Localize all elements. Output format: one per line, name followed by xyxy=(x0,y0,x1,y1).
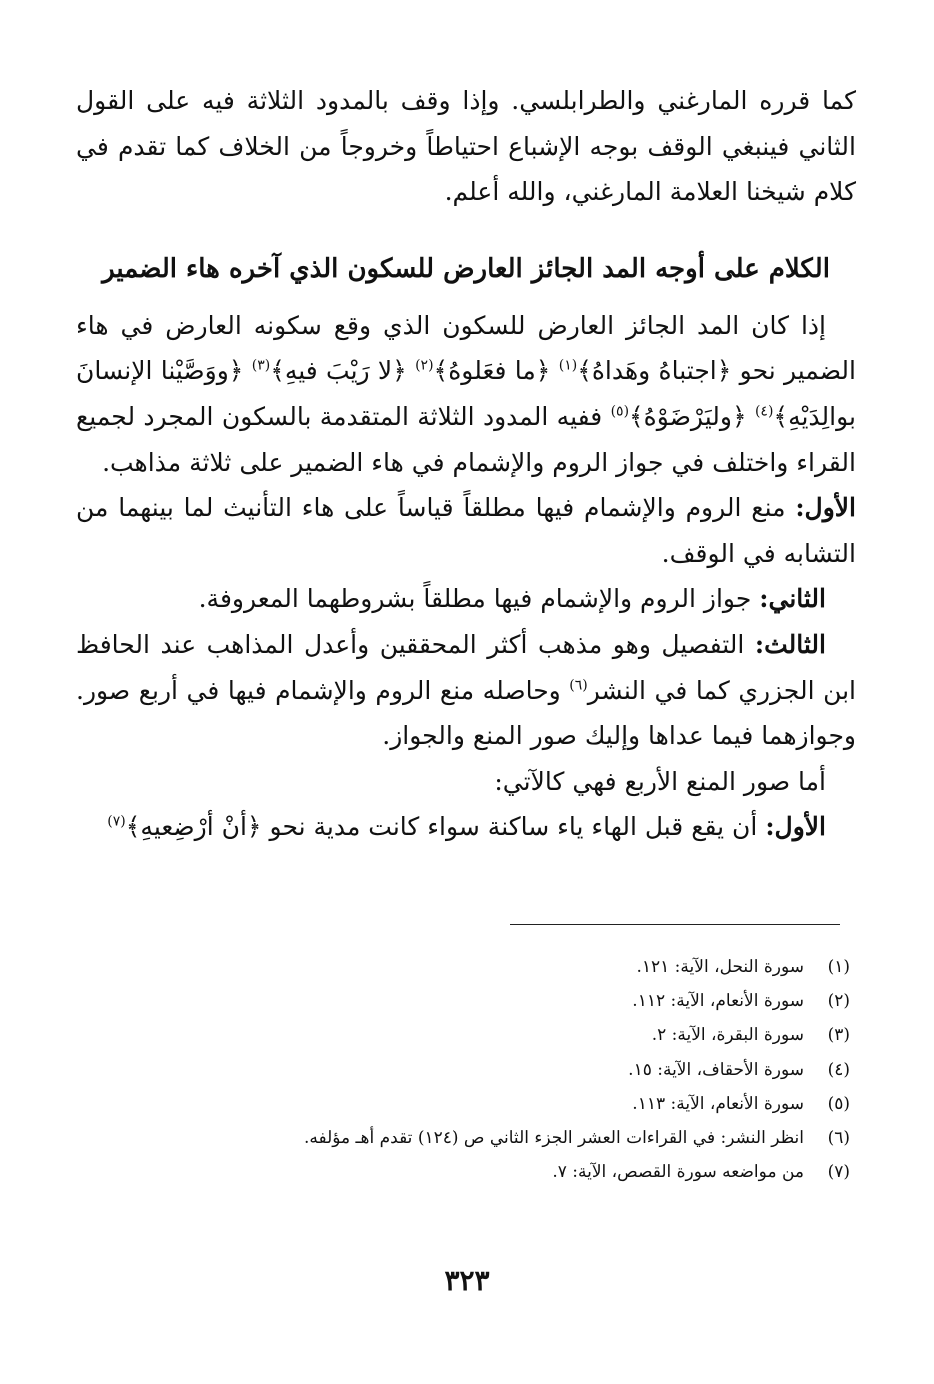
footnote-ref: (١) xyxy=(558,358,578,375)
footnote-ref: (٥) xyxy=(610,403,630,420)
form-label: الأول: xyxy=(765,812,826,842)
opinion-text: التفصيل وهو مذهب أكثر المحققين وأعدل المذاهب عند الحافظ ابن الجزري كما في النشر xyxy=(76,629,856,705)
footnote-text: سورة الأنعام، الآية: ١١٣. xyxy=(632,1093,804,1114)
footnote-item xyxy=(200,950,850,984)
footnote-item xyxy=(200,1053,850,1087)
footnote-divider xyxy=(510,924,840,925)
quran-quote: ﴿أنْ أرْضِعيهِ﴾ xyxy=(125,812,262,842)
footnote-ref: (٢) xyxy=(415,358,434,375)
quran-quote: ﴿اجتباهُ وهَداهُ﴾ xyxy=(577,356,732,386)
paragraph-text: إذا كان المد الجائز العارض للسكون الذي وقع سكونه العارض في هاء الضمير نحو xyxy=(76,310,856,386)
footnote-number: (٣) xyxy=(827,1025,850,1046)
footnote-text: سورة الأنعام، الآية: ١١٢. xyxy=(632,991,804,1012)
footnote-ref: (٤) xyxy=(754,403,774,420)
footnote-text: من مواضعه سورة القصص، الآية: ٧. xyxy=(552,1162,804,1183)
footnote-text: سورة البقرة، الآية: ٢. xyxy=(651,1025,804,1046)
opinion-text: جواز الروم والإشمام فيها مطلقاً بشروطهما المعروفة. xyxy=(198,584,760,614)
main-text xyxy=(76,78,856,850)
footnote-ref: (٧) xyxy=(107,813,126,830)
footnote-item xyxy=(200,984,850,1018)
footnote-number: (١) xyxy=(827,957,850,977)
footnote-number: (٥) xyxy=(827,1093,850,1114)
footnotes-list xyxy=(200,950,850,1189)
footnote-text: سورة النحل، الآية: ١٢١. xyxy=(636,957,804,977)
section-heading: الكلام على أوجه المد الجائز العارض للسكون الذي آخره هاء الضمير xyxy=(102,253,830,284)
opinion-label: الثاني: xyxy=(759,584,826,614)
paragraph-examples xyxy=(76,303,856,485)
footnote-ref: (٣) xyxy=(251,358,271,375)
form-text: أن يقع قبل الهاء ياء ساكنة سواء كانت مدية نحو xyxy=(261,812,766,842)
footnote-number: (٢) xyxy=(827,991,850,1012)
opinion-second xyxy=(76,576,856,622)
opinion-first xyxy=(76,485,856,576)
quran-quote: ﴿ووَصَّيْنا الإنسانَ بوالِدَيْهِ﴾ xyxy=(76,356,856,431)
footnote-number: (٤) xyxy=(827,1059,850,1080)
footnote-item xyxy=(200,1155,850,1189)
footnote-number: (٦) xyxy=(827,1128,850,1149)
footnote-ref: (٦) xyxy=(569,677,588,694)
quran-quote: ﴿ما فعَلوهُ﴾ xyxy=(433,356,559,386)
footnote-item xyxy=(200,1121,850,1155)
opinion-third xyxy=(76,622,856,759)
page-number: ٣٢٣ xyxy=(444,1264,490,1297)
intro-paragraph: كما قرره المارغني والطرابلسي. وإذا وقف بالمدود الثلاثة فيه على القول الثاني فينبغي الوقف بوجه الإشباع احتياطاً وخروجاً من الخلاف كما تقدم في كلام شيخنا العلامة المارغني، والله أعلم. xyxy=(76,86,856,207)
quran-quote: ﴿وليَرْضَوْهُ﴾ xyxy=(629,401,755,431)
forms-intro: أما صور المنع الأربع فهي كالآتي: xyxy=(494,766,826,796)
footnote-text: سورة الأحقاف، الآية: ١٥. xyxy=(628,1059,804,1080)
paragraph-text: ففيه المدود الثلاثة المتقدمة بالسكون المجرد لجميع القراء واختلف في جواز الروم والإشمام في هاء الضمير على ثلاثة مذاهب. xyxy=(76,401,856,477)
quran-quote: ﴿لا رَيْبَ فيهِ﴾ xyxy=(270,356,416,386)
footnote-item xyxy=(200,1018,850,1052)
form-first xyxy=(76,804,856,850)
opinion-text: منع الروم والإشمام فيها مطلقاً قياساً على هاء التأنيث لما بينهما من التشابه في الوقف. xyxy=(76,493,856,568)
opinion-label: الثالث: xyxy=(754,629,826,659)
footnote-item xyxy=(200,1087,850,1121)
opinion-text: وحاصله منع الروم والإشمام فيها في أربع صور. وجوازهما فيما عداها وإليك صور المنع والجواز. xyxy=(76,675,856,751)
footnote-text: انظر النشر: في القراءات العشر الجزء الثاني ص (١٢٤) تقدم أهـ مؤلفه. xyxy=(303,1128,804,1149)
opinion-label: الأول: xyxy=(795,493,856,523)
footnote-number: (٧) xyxy=(827,1162,850,1183)
